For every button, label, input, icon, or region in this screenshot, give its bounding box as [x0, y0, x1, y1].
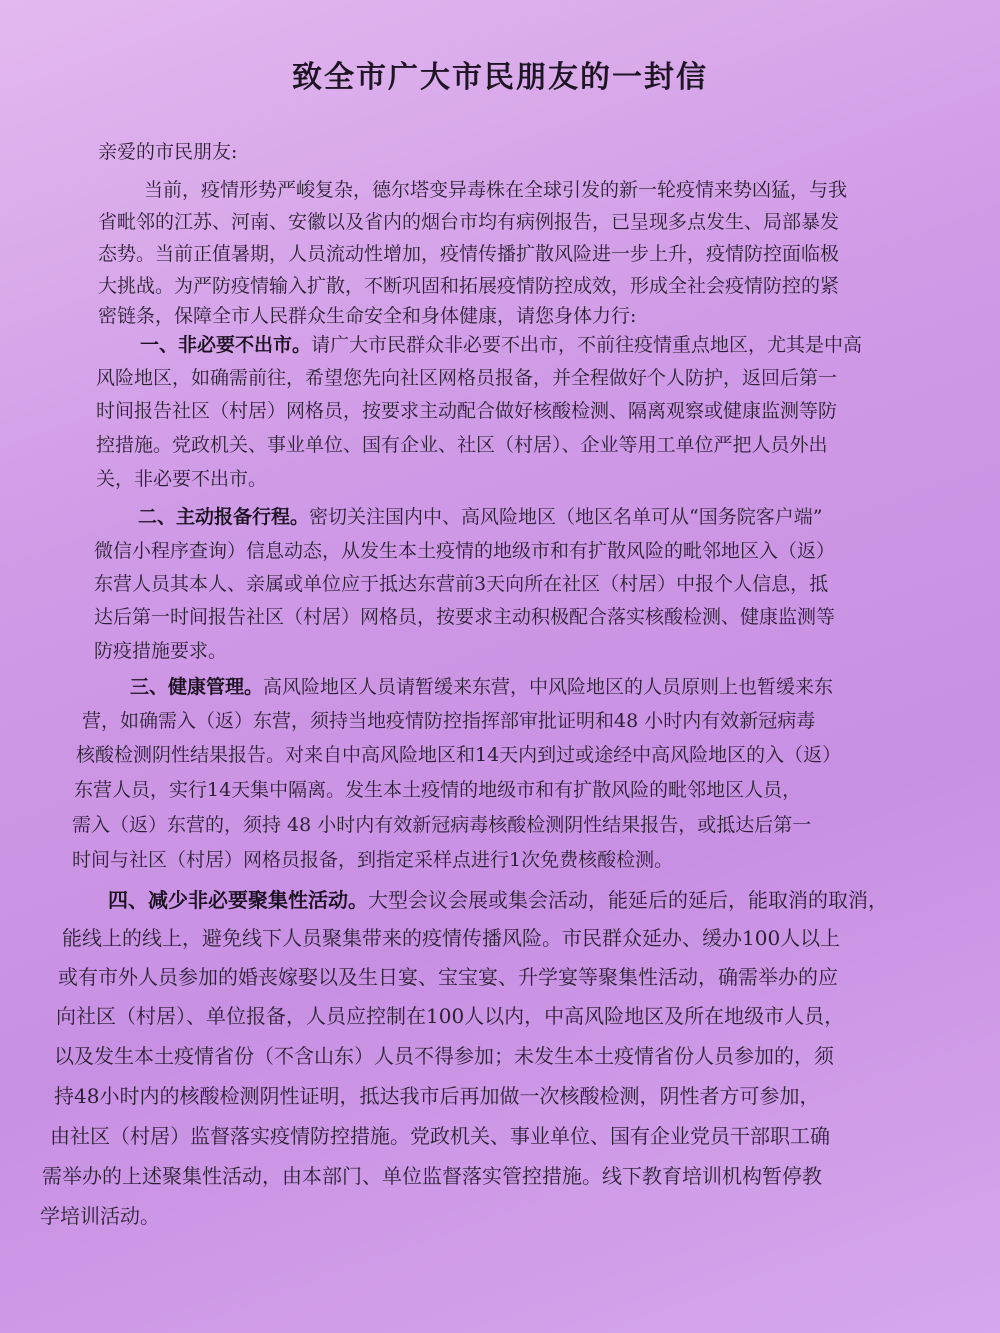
section-4-line: 持48小时内的核酸检测阴性证明，抵达我市后再加做一次核酸检测，阴性者方可参加，	[54, 1084, 820, 1108]
section-2-line: 东营人员其本人、亲属或单位应于抵达东营前3天向所在社区（村居）中报个人信息，抵	[94, 573, 829, 595]
section-4-line: 向社区（村居）、单位报备，人员应控制在100人以内，中高风险地区及所在地级市人员，	[56, 1004, 845, 1028]
section-1-text: 请广大市民群众非必要不出市，不前往疫情重点地区，尤其是中高	[311, 334, 863, 356]
section-1-line: 关，非必要不出市。	[96, 468, 268, 490]
intro-line: 大挑战。为严防疫情输入扩散，不断巩固和拓展疫情防控成效，形成全社会疫情防控的紧	[98, 275, 840, 297]
section-2-text: 密切关注国内中、高风险地区（地区名单可从“国务院客户端”	[309, 506, 823, 528]
letter-title: 致全市广大市民朋友的一封信	[292, 60, 708, 95]
section-3-line: 时间与社区（村居）网格员报备，到指定采样点进行1次免费核酸检测。	[72, 849, 674, 871]
section-3-line: 营，如确需入（返）东营，须持当地疫情防控指挥部审批证明和48 小时内有效新冠病毒	[82, 710, 816, 732]
section-2-first-line	[138, 502, 822, 529]
section-4-line: 或有市外人员参加的婚丧嫁娶以及生日宴、宝宝宴、升学宴等聚集性活动，确需举办的应	[58, 965, 838, 989]
intro-line: 密链条，保障全市人民群众生命安全和身体健康，请您身体力行:	[98, 305, 637, 327]
section-1-first-line	[140, 330, 862, 357]
section-1-line: 风险地区，如确需前往，希望您先向社区网格员报备，并全程做好个人防护，返回后第一	[96, 367, 838, 389]
intro-line: 态势。当前正值暑期，人员流动性增加，疫情传播扩散风险进一步上升，疫情防控面临极	[98, 243, 840, 265]
section-3-heading: 三、健康管理。	[130, 676, 264, 698]
section-4-heading: 四、减少非必要聚集性活动。	[108, 888, 368, 912]
section-3-text: 高风险地区人员请暂缓来东营，中风险地区的人员原则上也暂缓来东	[263, 676, 834, 698]
section-4-text: 大型会议会展或集会活动，能延后的延后，能取消的取消，	[368, 888, 888, 912]
greeting: 亲爱的市民朋友:	[98, 141, 238, 163]
section-3-first-line	[130, 672, 833, 699]
section-4-line: 学培训活动。	[40, 1204, 160, 1228]
section-4-line: 由社区（村居）监督落实疫情防控措施。党政机关、事业单位、国有企业党员干部职工确	[50, 1124, 830, 1148]
section-2-line: 防疫措施要求。	[94, 640, 228, 662]
section-3-line: 核酸检测阴性结果报告。对来自中高风险地区和14天内到过或途经中高风险地区的入（返）	[76, 744, 842, 766]
intro-line: 当前，疫情形势严峻复杂，德尔塔变异毒株在全球引发的新一轮疫情来势凶猛，与我	[144, 179, 848, 201]
section-3-line: 东营人员，实行14天集中隔离。发生本土疫情的地级市和有扩散风险的毗邻地区人员，	[74, 779, 802, 801]
section-3-line: 需入（返）东营的，须持 48 小时内有效新冠病毒核酸检测阴性结果报告，或抵达后第一	[72, 814, 812, 836]
section-1-heading: 一、非必要不出市。	[140, 334, 312, 356]
section-2-line: 达后第一时间报告社区（村居）网格员，按要求主动积极配合落实核酸检测、健康监测等	[94, 606, 836, 628]
section-1-line: 时间报告社区（村居）网格员，按要求主动配合做好核酸检测、隔离观察或健康监测等防	[96, 400, 838, 422]
intro-line: 省毗邻的江苏、河南、安徽以及省内的烟台市均有病例报告，已呈现多点发生、局部暴发	[98, 211, 840, 233]
section-2-line: 微信小程序查询）信息动态，从发生本土疫情的地级市和有扩散风险的毗邻地区入（返）	[94, 540, 836, 562]
section-4-line: 以及发生本土疫情省份（不含山东）人员不得参加；未发生本土疫情省份人员参加的，须	[54, 1044, 834, 1068]
section-4-first-line	[108, 884, 888, 913]
section-4-line: 能线上的线上，避免线下人员聚集带来的疫情传播风险。市民群众延办、缓办100人以上	[62, 926, 841, 950]
section-4-line: 需举办的上述聚集性活动，由本部门、单位监督落实管控措施。线下教育培训机构暂停教	[42, 1164, 822, 1188]
section-2-heading: 二、主动报备行程。	[138, 506, 310, 528]
section-1-line: 控措施。党政机关、事业单位、国有企业、社区（村居）、企业等用工单位严把人员外出	[96, 434, 828, 456]
